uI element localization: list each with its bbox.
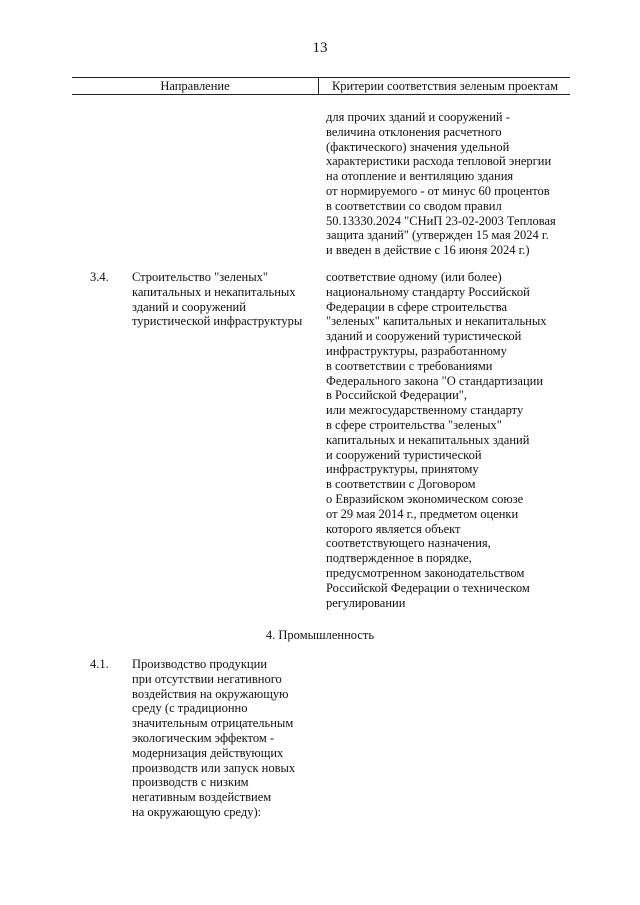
- text-line: 50.13330.2024 "СНиП 23-02-2003 Тепловая: [326, 213, 556, 228]
- text-line: Строительство "зеленых": [132, 270, 268, 284]
- text-line: экологическим эффектом -: [132, 730, 275, 745]
- text-line: защита зданий" (утвержден 15 мая 2024 г.: [326, 228, 549, 243]
- text-line: при отсутствии негативного: [132, 671, 282, 686]
- text-line: которого является объект: [326, 521, 461, 536]
- header-direction: Направление: [160, 79, 230, 93]
- text-line: национальному стандарту Российской: [326, 284, 530, 299]
- item-number-4-1: 4.1.: [90, 657, 109, 671]
- text-line: инфраструктуры, принятому: [326, 462, 479, 477]
- text-line: соответствие одному (или более): [326, 270, 502, 284]
- header-criteria: Критерии соответствия зеленым проектам: [318, 78, 571, 94]
- text-line: для прочих зданий и сооружений -: [326, 110, 510, 124]
- text-line: воздействия на окружающую: [132, 686, 289, 701]
- text-line: в соответствии с Договором: [326, 477, 476, 492]
- text-line: регулировании: [326, 595, 406, 610]
- text-line: величина отклонения расчетного: [326, 124, 502, 139]
- text-line: характеристики расхода тепловой энергии: [326, 154, 552, 169]
- text-line: от нормируемого - от минус 60 процентов: [326, 183, 550, 198]
- text-line: "зеленых" капитальных и некапитальных: [326, 314, 547, 329]
- section-heading: 4. Промышленность: [265, 628, 375, 642]
- text-line: от 29 мая 2014 г., предметом оценки: [326, 506, 519, 521]
- text-line: инфраструктуры, разработанному: [326, 343, 507, 358]
- text-line: значительным отрицательным: [132, 716, 294, 731]
- text-line: негативным воздействием: [132, 790, 272, 805]
- text-line: в соответствии со сводом правил: [326, 198, 502, 213]
- text-line: о Евразийском экономическом союзе: [326, 491, 524, 506]
- text-line: и сооружений туристической: [326, 447, 482, 462]
- page-number: 13: [312, 40, 328, 56]
- text-line: зданий и сооружений туристической: [326, 329, 522, 344]
- text-line: в Российской Федерации",: [326, 388, 468, 403]
- text-line: Федерации в сфере строительства: [326, 299, 508, 314]
- text-line: в сфере строительства "зеленых": [326, 417, 502, 432]
- continued-criteria: [326, 110, 556, 258]
- text-line: Производство продукции: [132, 657, 268, 671]
- text-line: капитальных и некапитальных: [132, 284, 296, 299]
- text-line: и введен в действие с 16 июня 2024 г.): [326, 243, 530, 258]
- text-line: среду (с традиционно: [132, 701, 248, 716]
- text-line: модернизация действующих: [132, 745, 284, 760]
- text-line: на окружающую среду):: [132, 804, 262, 819]
- item-4-1-direction: [132, 657, 295, 820]
- table-header: [72, 77, 570, 95]
- text-line: на отопление и вентиляцию здания: [326, 169, 514, 184]
- text-line: производств с низким: [132, 775, 249, 790]
- text-line: соответствующего назначения,: [326, 536, 491, 551]
- text-line: туристической инфраструктуры: [132, 314, 303, 329]
- text-line: капитальных и некапитальных зданий: [326, 432, 530, 447]
- text-line: производств или запуск новых: [132, 760, 296, 775]
- text-line: Российской Федерации о техническом: [326, 580, 530, 595]
- item-3-4-criteria: [326, 270, 547, 610]
- text-line: (фактического) значения удельной: [326, 139, 510, 154]
- text-line: предусмотренном законодательством: [326, 565, 525, 580]
- text-line: или межгосударственному стандарту: [326, 403, 524, 418]
- text-line: зданий и сооружений: [132, 299, 246, 314]
- item-number-3-4: 3.4.: [90, 270, 109, 284]
- text-line: подтвержденное в порядке,: [326, 551, 472, 566]
- text-line: Федерального закона "О стандартизации: [326, 373, 544, 388]
- text-line: в соответствии с требованиями: [326, 358, 493, 373]
- item-3-4-direction: [132, 270, 302, 329]
